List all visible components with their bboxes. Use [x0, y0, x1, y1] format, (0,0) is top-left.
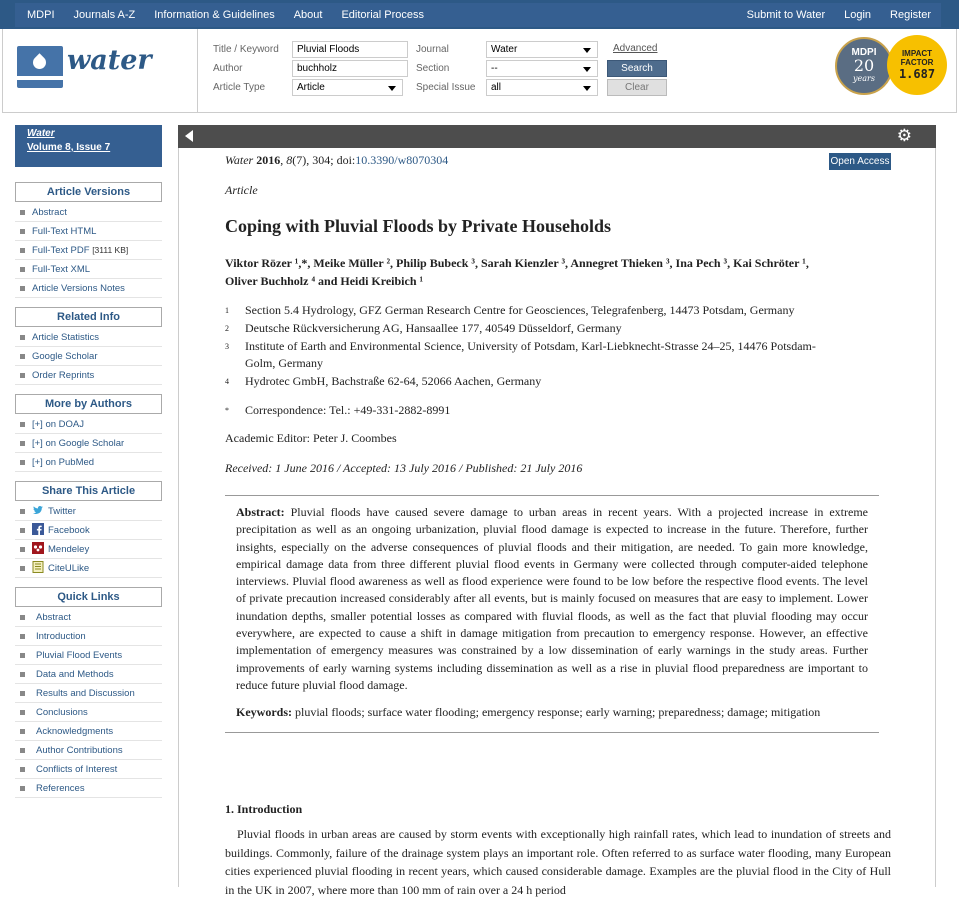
header-divider [197, 29, 198, 112]
keywords-label: Keywords: [236, 705, 292, 720]
open-access-badge[interactable]: Open Access [829, 153, 891, 170]
related-info-section [15, 307, 162, 385]
sidebar-item-label: Results and Discussion [36, 688, 135, 699]
more-by-authors-section [15, 394, 162, 472]
twitter-icon [32, 504, 44, 516]
affiliation-1: 1 Section 5.4 Hydrology, GFZ German Research Centre for Geosciences, Telegrafenberg, 14473 Potsdam, Germany [225, 303, 795, 317]
sidebar-item-label: Pluvial Flood Events [36, 650, 123, 661]
quick-links-heading: Quick Links [15, 587, 162, 607]
section-select[interactable]: -- [486, 60, 598, 77]
gear-icon[interactable]: ⚙ [896, 126, 912, 145]
article-dates: Received: 1 June 2016 / Accepted: 13 July 2016 / Published: 21 July 2016 [225, 461, 583, 475]
sidebar-item-label: Full-Text HTML [32, 226, 97, 237]
journal-issue-box [15, 125, 162, 167]
sidebar-item-label: Mendeley [48, 544, 90, 555]
quick-link-conflicts[interactable] [15, 760, 162, 779]
affiliation-4: 4 Hydrotec GmbH, Bachstraße 62-64, 52066 Aachen, Germany [225, 374, 542, 388]
sidebar-item-label: Introduction [36, 631, 86, 642]
doi-link[interactable]: 10.3390/w8070304 [355, 153, 449, 167]
citeulike-icon [32, 561, 44, 573]
sidebar-item-label: Full-Text XML [32, 264, 91, 275]
advanced-search-link[interactable]: Advanced [613, 43, 658, 54]
sidebar-journal-link[interactable]: Water [27, 128, 55, 139]
sidebar-item-authors-google-scholar[interactable] [15, 434, 162, 453]
nav-register-link[interactable]: Register [890, 9, 931, 21]
citation-year: 2016 [256, 153, 281, 167]
site-header [2, 29, 957, 113]
related-info-heading: Related Info [15, 307, 162, 327]
journal-label: Journal [416, 44, 449, 55]
keywords-body: pluvial floods; surface water flooding; emergency response; early warning; preparedness; damage; mitigation [295, 705, 821, 720]
share-facebook[interactable] [15, 521, 162, 540]
sidebar-item-label: Full-Text PDF [32, 245, 90, 256]
more-by-authors-heading: More by Authors [15, 394, 162, 414]
sidebar-item-label: Article Versions Notes [32, 283, 125, 294]
sidebar-item-label: CiteULike [48, 563, 90, 574]
sidebar-item-label: Author Contributions [36, 745, 123, 756]
top-navigation-inner [15, 3, 941, 27]
sidebar-item-versions-notes[interactable] [15, 279, 162, 298]
quick-link-pluvial-flood-events[interactable] [15, 646, 162, 665]
top-navigation-bar [0, 0, 959, 29]
nav-editorial-link[interactable]: Editorial Process [341, 9, 424, 21]
nav-journals-link[interactable]: Journals A-Z [73, 9, 136, 21]
mdpi-20-years-badge [835, 37, 893, 95]
quick-link-abstract[interactable] [15, 608, 162, 627]
author-label: Author [213, 63, 243, 74]
quick-link-introduction[interactable] [15, 627, 162, 646]
water-logo-icon[interactable] [17, 46, 63, 88]
sidebar-item-doaj[interactable] [15, 415, 162, 434]
sidebar-item-google-scholar[interactable] [15, 347, 162, 366]
title-keyword-label: Title / Keyword [213, 44, 279, 55]
quick-link-references[interactable] [15, 779, 162, 798]
citation-pages: , 304; doi: [306, 153, 356, 167]
citation-line: Water 2016, 8(7), 304; doi:10.3390/w8070304 [225, 153, 449, 167]
abstract-body: Pluvial floods have caused severe damage to urban areas in recent years. With a projected increase in extreme precipitation as well as an ongoing urbanization, pluvial flood damage is expected to increase in the future. Therefore, further insights, especially on the adverse consequences of pluvial floods and their mitigation, are needed. To gain more knowledge, empirical damage data from three different pluvial flood events in Germany were collected through computer-aided telephone interviews. Pluvial flood awareness as well as flood experience were found to be low before the respective flood events. The level of private precaution increased considerably after all events, but is mainly focused on measures that are easy to implement. Lower inundation depths, smaller potential losses as compared with fluvial floods, as well as the fact that pluvial flooding may occur everywhere, are expected to cause a shift in damage mitigation from precaution to emergency response. However, an effective implementation of emergency measures was constrained by a low dissemination of early warnings in the study areas. Further improvements of early warning systems including dissemination as well as a rise in pluvial flood preparedness are important to reduce future pluvial flood damage. [236, 505, 868, 692]
badge-years-text: years [853, 74, 875, 83]
article-type-label: Article Type [213, 82, 266, 93]
introduction-heading: 1. Introduction [225, 802, 303, 816]
badge-impact-text: IMPACT [901, 49, 933, 58]
badge-mdpi-text: MDPI [851, 47, 877, 58]
special-issue-label: Special Issue [416, 82, 476, 93]
top-nav-right [728, 9, 931, 21]
article-type: Article [225, 183, 258, 197]
share-heading: Share This Article [15, 481, 162, 501]
quick-link-author-contributions[interactable] [15, 741, 162, 760]
sidebar-item-label: Abstract [32, 207, 67, 218]
back-arrow-icon[interactable] [185, 130, 193, 142]
nav-login-link[interactable]: Login [844, 9, 872, 21]
sidebar-item-statistics[interactable] [15, 328, 162, 347]
badge-impact-value: 1.687 [898, 67, 936, 81]
sidebar-item-label: References [36, 783, 85, 794]
sidebar-item-abstract[interactable] [15, 203, 162, 222]
pdf-size: [3111 KB] [92, 245, 129, 255]
top-nav-left [27, 9, 443, 21]
sidebar-item-label: [+] on DOAJ [32, 419, 85, 430]
nav-submit-link[interactable]: Submit to Water [746, 9, 826, 21]
sidebar-item-fulltext-html[interactable] [15, 222, 162, 241]
sidebar-item-pubmed[interactable] [15, 453, 162, 472]
author-input[interactable]: buchholz [292, 60, 408, 77]
nav-mdpi-link[interactable]: MDPI [27, 9, 55, 21]
quick-link-conclusions[interactable] [15, 703, 162, 722]
journal-select[interactable]: Water [486, 41, 598, 58]
search-button[interactable]: Search [607, 60, 667, 77]
quick-links-section [15, 587, 162, 798]
sidebar-item-label: Facebook [48, 525, 90, 536]
abstract-text [236, 504, 868, 694]
sidebar-item-label: Data and Methods [36, 669, 114, 680]
sidebar-item-label: Acknowledgments [36, 726, 114, 737]
special-issue-select[interactable]: all [486, 79, 598, 96]
affiliation-2: 2 Deutsche Rückversicherung AG, Hansaallee 177, 40549 Düsseldorf, Germany [225, 321, 622, 335]
badge-years-number: 20 [853, 56, 875, 75]
introduction-text: Pluvial floods in urban areas are caused by storm events with exceptionally high rainfall rates, which lead to inundation of streets and buildings. Commonly, failure of the drainage system plays an important role. Often referred to as surface water flooding, many European cities experienced pluvial flooding in recent years, which caused considerable damage. Examples are the pluvial flood in the City of Hull in the UK in 2007, where more than 100 mm of rain over a 24 h period [225, 827, 891, 897]
facebook-icon [32, 523, 44, 535]
article-versions-heading: Article Versions [15, 182, 162, 202]
sidebar-item-label: Conclusions [36, 707, 88, 718]
sidebar-item-label: Conflicts of Interest [36, 764, 118, 775]
share-section [15, 481, 162, 578]
correspondence: * Correspondence: Tel.: +49-331-2882-8991 [225, 403, 451, 417]
clear-button[interactable]: Clear [607, 79, 667, 96]
sidebar-item-fulltext-xml[interactable] [15, 260, 162, 279]
title-keyword-input[interactable]: Pluvial Floods [292, 41, 408, 58]
quick-link-acknowledgments[interactable] [15, 722, 162, 741]
section-label: Section [416, 63, 450, 74]
impact-factor-badge [887, 35, 947, 95]
share-twitter[interactable] [15, 502, 162, 521]
authors-line-2[interactable]: Oliver Buchholz ⁴ and Heidi Kreibich ¹ [225, 274, 424, 288]
sidebar-item-label: [+] on PubMed [32, 457, 95, 468]
sidebar-item-order-reprints[interactable] [15, 366, 162, 385]
abstract-box [225, 495, 879, 733]
article-content [178, 148, 936, 897]
citation-issue: (7) [292, 153, 307, 167]
badge-factor-text: FACTOR [900, 58, 934, 67]
nav-about-link[interactable]: About [293, 9, 323, 21]
sidebar-item-label: Article Statistics [32, 332, 100, 343]
academic-editor: Academic Editor: Peter J. Coombes [225, 431, 397, 445]
article-title: Coping with Pluvial Floods by Private Households [225, 216, 612, 236]
share-mendeley[interactable] [15, 540, 162, 559]
sidebar-item-label: Abstract [36, 612, 71, 623]
authors-line-1[interactable]: Viktor Rözer ¹,*, Meike Müller ², Philip Bubeck ³, Sarah Kienzler ³, Annegret Thieken ³, Ina Pech ³, Kai Schröter ¹, [225, 256, 809, 270]
affiliation-3: 3 Institute of Earth and Environmental Science, University of Potsdam, Karl-Liebknecht-Strasse 24–25, 14476 Potsdam-Golm, Germany [225, 339, 816, 370]
sidebar-item-label: [+] on Google Scholar [32, 438, 125, 449]
abstract-label: Abstract: [236, 505, 285, 519]
quick-link-results[interactable] [15, 684, 162, 703]
mendeley-icon [32, 542, 44, 554]
share-citeulike[interactable] [15, 559, 162, 578]
citation-journal: Water [225, 153, 254, 167]
sidebar-item-label: Order Reprints [32, 370, 95, 381]
nav-information-link[interactable]: Information & Guidelines [154, 9, 275, 21]
quick-link-data-methods[interactable] [15, 665, 162, 684]
sidebar-item-label: Google Scholar [32, 351, 98, 362]
article-versions-section [15, 182, 162, 298]
sidebar-issue-link[interactable]: Volume 8, Issue 7 [27, 142, 111, 153]
article-toolbar [178, 125, 936, 148]
keywords [236, 704, 868, 721]
sidebar-item-fulltext-pdf[interactable] [15, 241, 162, 260]
journal-logo-text[interactable]: water [67, 45, 152, 76]
authors-list [225, 254, 885, 290]
citation-volume: 8 [286, 153, 293, 167]
article-type-select[interactable]: Article [292, 79, 403, 96]
sidebar-item-label: Twitter [48, 506, 76, 517]
sidebar [15, 125, 162, 807]
